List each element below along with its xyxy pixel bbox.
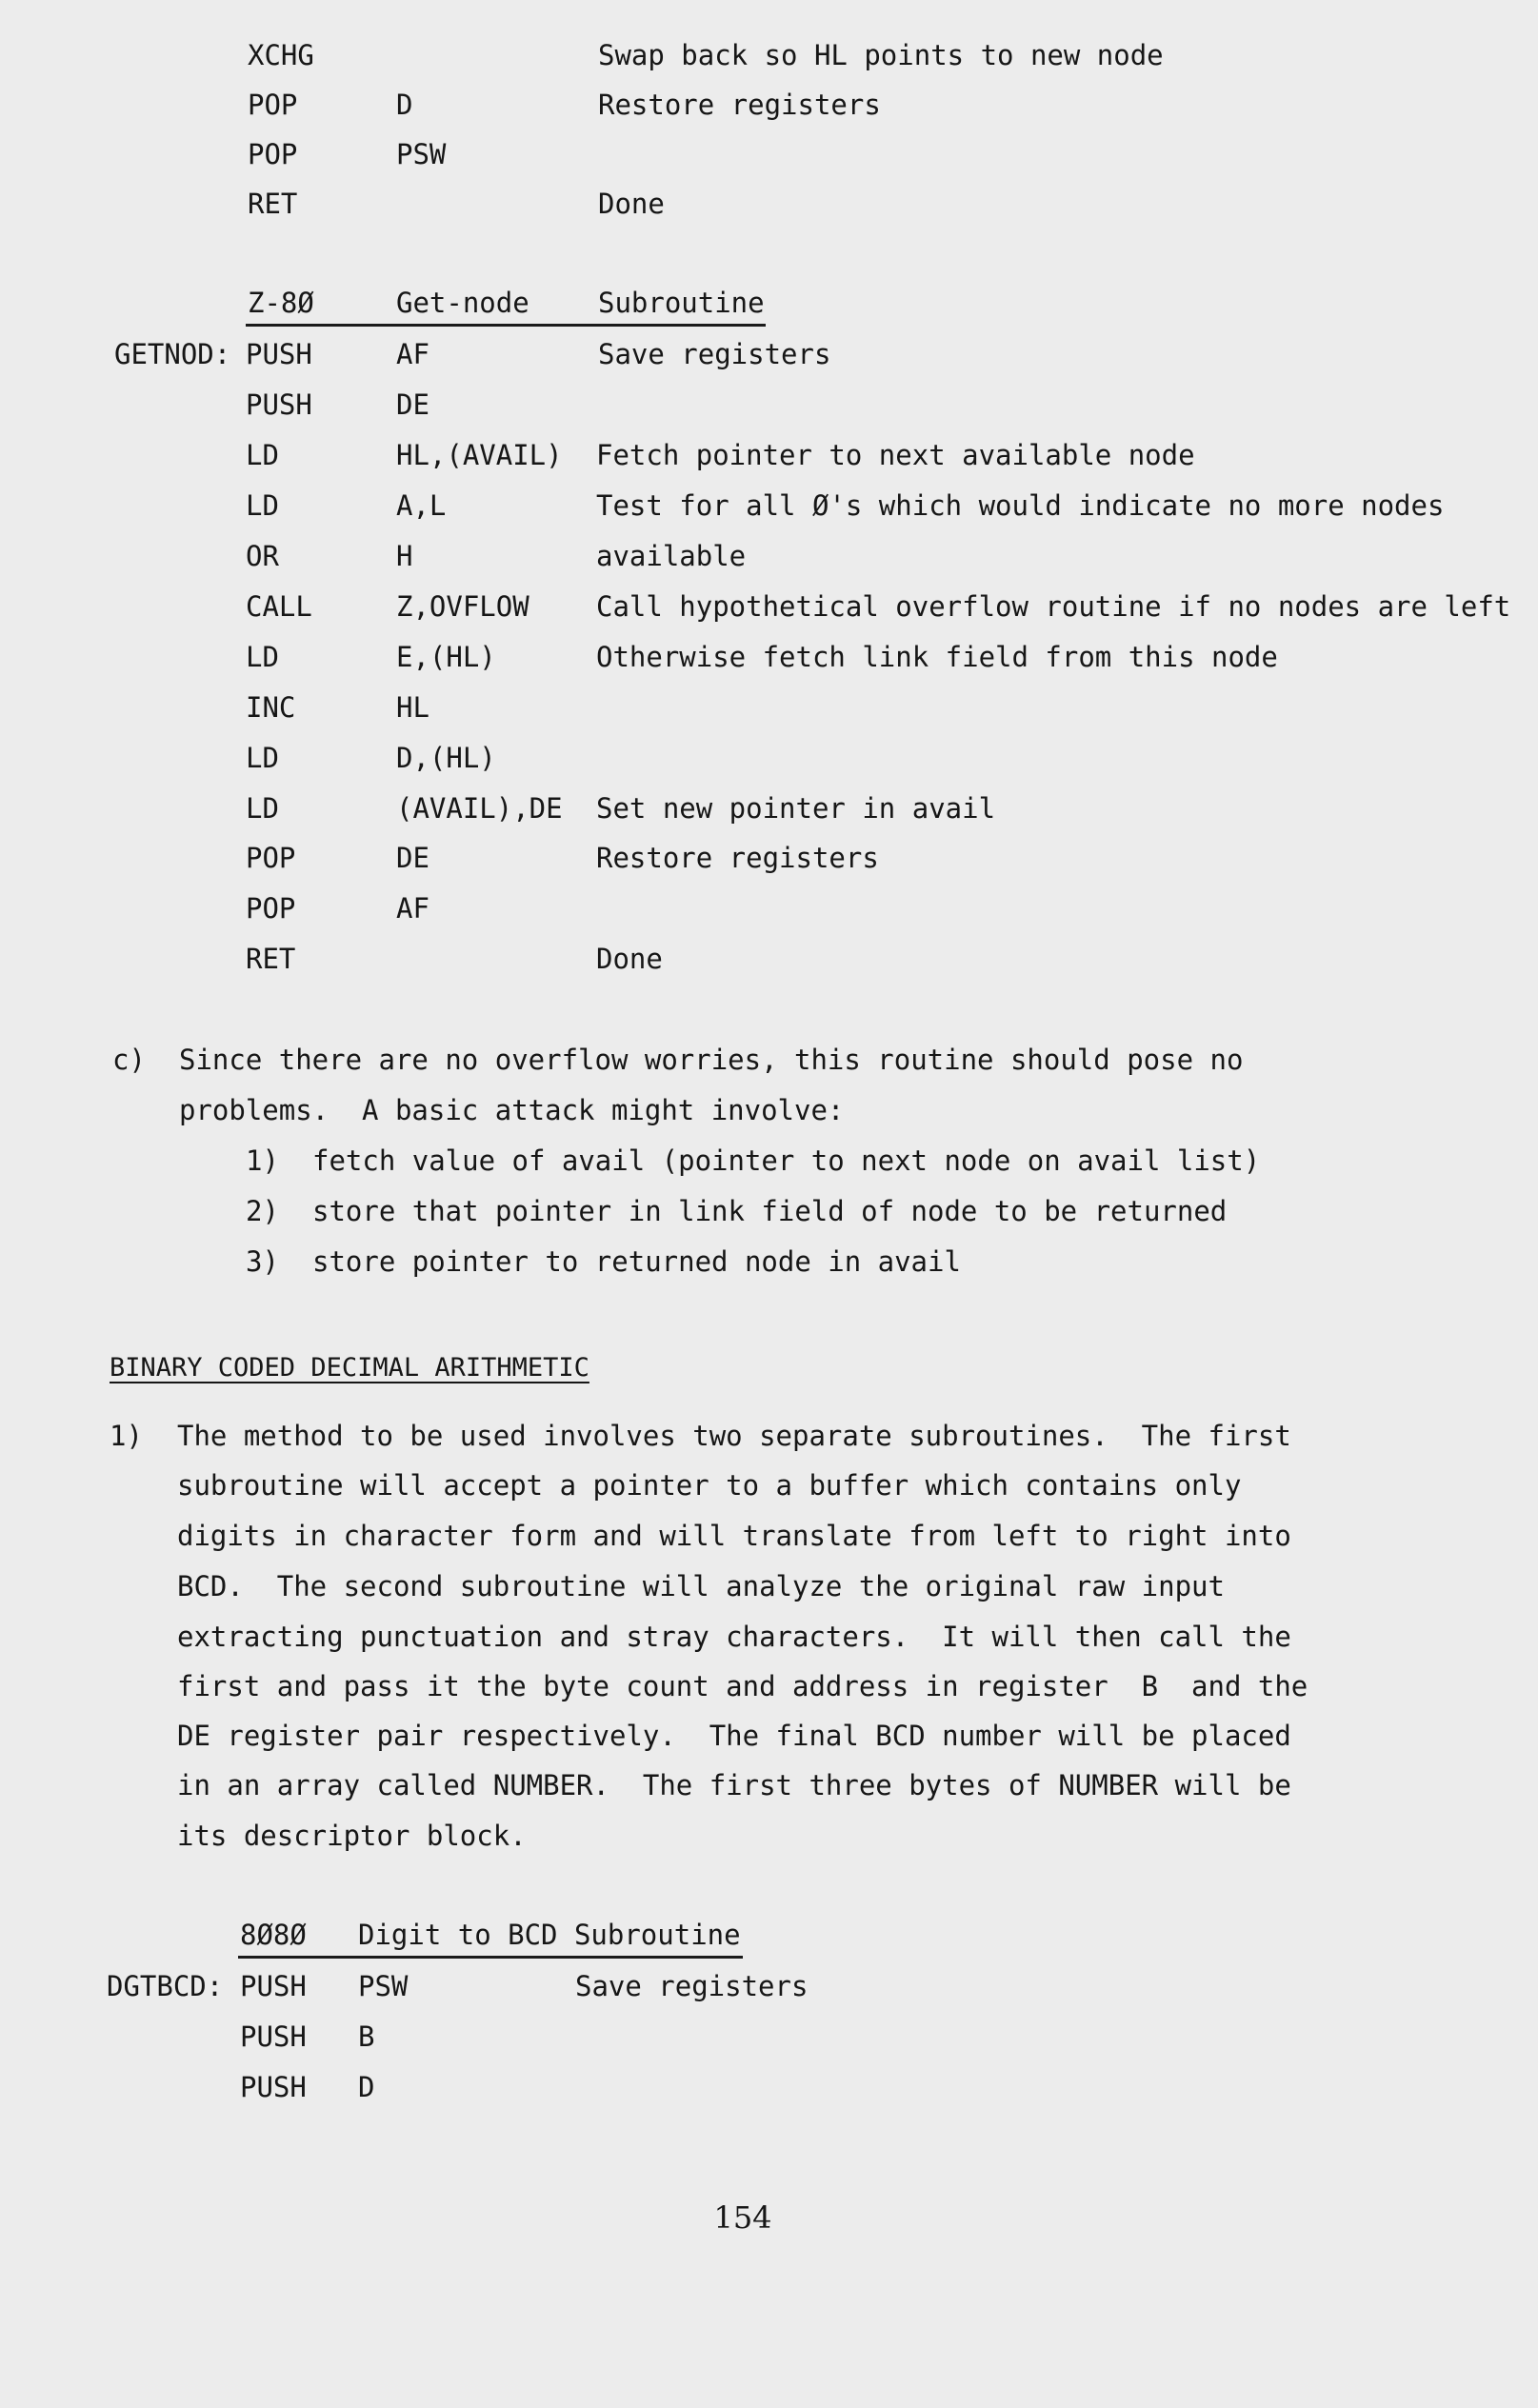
operand: HL [396,691,429,724]
step-text: store pointer to returned node in avail [312,1245,961,1278]
opcode: POP [248,138,298,170]
comment: Save registers [575,1970,809,2002]
operand: AF [396,338,429,370]
header-type: Subroutine [598,287,765,319]
comment: available [596,540,747,572]
opcode: RET [246,943,296,975]
comment: Call hypothetical overflow routine if no nodes are left [596,590,1511,623]
comment: Fetch pointer to next available node [596,439,1195,471]
code-line [0,839,879,877]
step-text: fetch value of avail (pointer to next node on avail list) [312,1144,1261,1177]
code-line [0,2068,375,2106]
paragraph-line: DE register pair respectively. The final BCD number will be placed [177,1720,1291,1752]
operand: E,(HL) [396,641,496,673]
opcode: POP [248,89,298,121]
paragraph-line: extracting punctuation and stray characters. It will then call the [177,1621,1291,1653]
comment: Test for all Ø's which would indicate no more nodes [596,489,1445,522]
paragraph-line: first and pass it the byte count and address in register B and the [177,1670,1308,1702]
paragraph-marker: 1) [110,1420,143,1452]
code-line [0,135,447,173]
operand: B [358,2020,375,2053]
code-line [0,185,665,223]
opcode: OR [246,540,279,572]
paragraph-line: its descriptor block. [177,1820,527,1852]
page-number: 154 [713,2199,772,2236]
code-line [0,36,1164,74]
part-c-line: Since there are no overflow worries, this routine should pose no [179,1044,1244,1076]
opcode: POP [246,842,296,874]
comment: Swap back so HL points to new node [598,39,1164,71]
opcode: PUSH [246,338,312,370]
operand: DE [396,842,429,874]
operand: A,L [396,489,447,522]
part-c-marker: c) [112,1044,146,1076]
code-line [0,638,1278,676]
operand: (AVAIL),DE [396,792,563,825]
comment: Set new pointer in avail [596,792,996,825]
opcode: LD [246,641,279,673]
opcode: LD [246,489,279,522]
code-line [0,789,996,827]
operand: PSW [396,138,447,170]
opcode: LD [246,439,279,471]
code-line [0,86,881,124]
code-line [0,889,429,927]
code-line [0,940,663,978]
opcode: PUSH [240,2020,307,2053]
opcode: PUSH [246,388,312,421]
comment: Restore registers [596,842,879,874]
code-line [0,587,1511,626]
comment: Restore registers [598,89,881,121]
label: DGTBCD: [107,1970,224,2002]
header-underline [238,1956,743,1959]
header-name: Get-node [396,287,529,319]
code-line [0,386,429,424]
i8080-subroutine-header [0,1916,741,1954]
code-line [0,487,1445,525]
opcode: PUSH [240,2071,307,2103]
code-line [0,436,1195,474]
opcode: LD [246,792,279,825]
opcode: POP [246,892,296,925]
z80-subroutine-header [0,284,765,322]
operand: PSW [358,1970,409,2002]
header-name: Digit to BCD Subroutine [358,1919,741,1951]
code-line [0,1967,809,2005]
header-underline [246,324,766,327]
paragraph-line: digits in character form and will translate from left to right into [177,1520,1291,1552]
comment: Done [598,188,665,220]
opcode: CALL [246,590,312,623]
opcode: XCHG [248,39,314,71]
comment: Otherwise fetch link field from this node [596,641,1278,673]
code-line [0,335,831,373]
step-text: store that pointer in link field of node to be returned [312,1195,1228,1227]
operand: AF [396,892,429,925]
operand: D,(HL) [396,742,496,774]
step-number: 2) [246,1195,279,1227]
label: GETNOD: [114,338,231,370]
code-line [0,688,429,726]
operand: HL,(AVAIL) [396,439,563,471]
paragraph-line: in an array called NUMBER. The first three bytes of NUMBER will be [177,1769,1291,1801]
code-line [0,537,747,575]
opcode: RET [248,188,298,220]
opcode: PUSH [240,1970,307,2002]
paragraph-line: The method to be used involves two separate subroutines. The first [177,1420,1291,1452]
step-number: 3) [246,1245,279,1278]
step-number: 1) [246,1144,279,1177]
opcode: LD [246,742,279,774]
section-heading: BINARY CODED DECIMAL ARITHMETIC [110,1353,589,1383]
operand: DE [396,388,429,421]
part-c-line: problems. A basic attack might involve: [179,1094,845,1126]
code-line [0,739,496,777]
operand: H [396,540,413,572]
operand: Z,OVFLOW [396,590,529,623]
comment: Done [596,943,663,975]
paragraph-line: BCD. The second subroutine will analyze the original raw input [177,1570,1225,1602]
comment: Save registers [598,338,831,370]
operand: D [358,2071,375,2103]
operand: D [396,89,413,121]
header-cpu: 8Ø8Ø [240,1919,307,1951]
opcode: INC [246,691,296,724]
code-line [0,2018,375,2056]
header-cpu: Z-8Ø [248,287,314,319]
paragraph-line: subroutine will accept a pointer to a buffer which contains only [177,1469,1242,1502]
